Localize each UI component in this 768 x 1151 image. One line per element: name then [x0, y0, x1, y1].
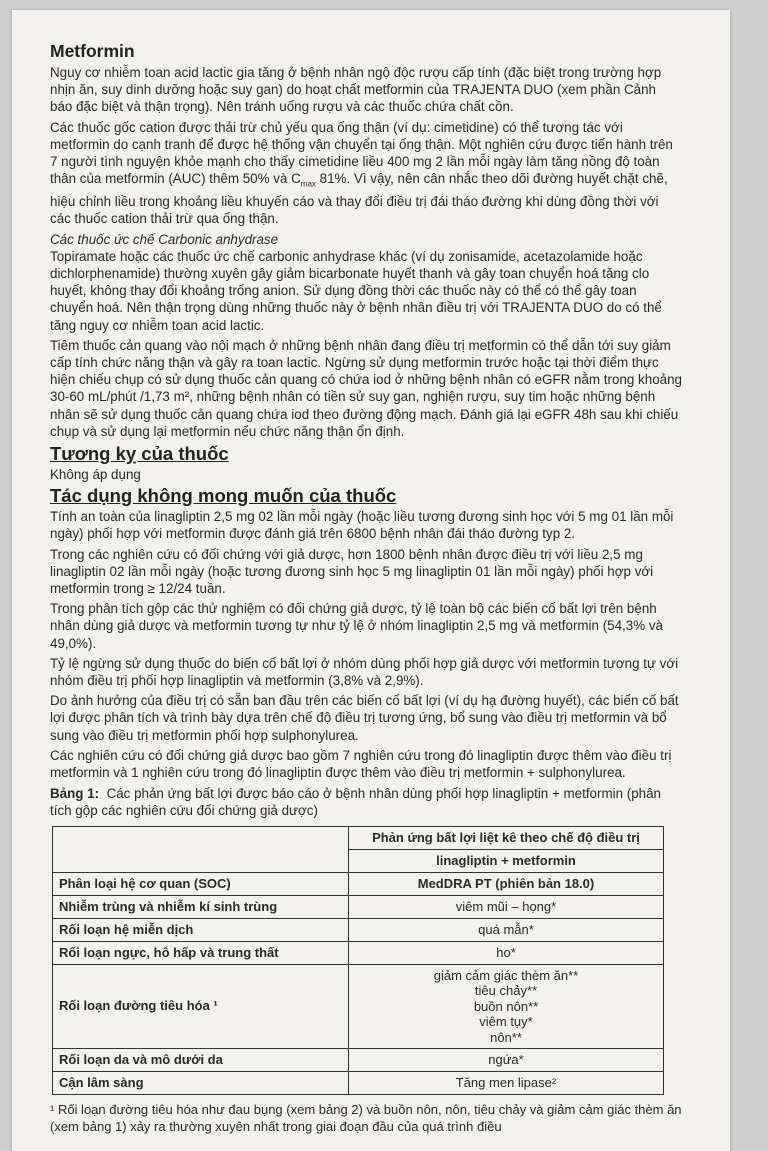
table-header-row	[53, 826, 664, 849]
document-content	[50, 40, 682, 1138]
table-caption	[50, 785, 682, 819]
section-title-incompatibility: Tương kỵ của thuốc	[50, 442, 229, 464]
table-soc: Rối loạn da và mô dưới da	[53, 1049, 349, 1072]
table-row	[53, 918, 664, 941]
table-row	[53, 895, 664, 918]
table-soc: Nhiễm trùng và nhiễm kí sinh trùng	[53, 895, 349, 918]
table-term: nôn**	[490, 1029, 522, 1045]
table-soc: Rối loạn ngực, hô hấp và trung thất	[53, 941, 349, 964]
paragraph-text: 81%. Vì vậy, nên cân nhắc theo dõi đường huyết chặt chẽ, hiệu chỉnh liều trong khoảng liều khuyến cáo và thay đổi điều trị đái tháo đường khi dùng đồng thời với các thuốc cation thải trừ qua ống thận.	[50, 171, 668, 227]
table-header-regimen: linagliptin + metformin	[349, 849, 664, 872]
table-soc: Cận lâm sàng	[53, 1072, 349, 1095]
table-term: viêm mũi – họng*	[349, 895, 664, 918]
table-row	[53, 872, 664, 895]
table-soc: Rối loạn đường tiêu hóa ¹	[53, 964, 349, 1049]
document-page	[12, 10, 730, 1151]
table-term: quá mẫn*	[349, 918, 664, 941]
subheading-carbonic: Các thuốc ức chế Carbonic anhydrase	[50, 231, 279, 247]
table-header-top: Phản ứng bất lợi liệt kê theo chế độ điều trị	[349, 826, 664, 849]
adverse-reactions-table	[52, 826, 664, 1096]
paragraph: Tỷ lệ ngừng sử dụng thuốc do biến cố bất lợi ở nhóm dùng phối hợp giả dược với metformin tương tự với nhóm điều trị phối hợp linagliptin và metformin (3,8% và 2,9%).	[50, 655, 679, 688]
paragraph: Nguy cơ nhiễm toan acid lactic gia tăng ở bệnh nhân ngộ độc rượu cấp tính (đặc biệt trong trường hợp nhịn ăn, suy dinh dưỡng hoặc suy gan) do hoạt chất metformin của TRAJENTA DUO (xem phần Cảnh báo đặc biệt và thận trọng). Nên tránh uống rượu và các thuốc chứa chất cồn.	[50, 65, 662, 115]
paragraph: Do ảnh hưởng của điều trị có sẵn ban đầu trên các biến cố bất lợi (ví dụ hạ đường huyết), các biến cố bất lợi được phân tích và trình bày dựa trên chế độ điều trị tương ứng, bổ sung vào điều trị metformin và bổ sung vào điều trị metformin phối hợp sulphonylurea.	[50, 693, 679, 743]
table-term: ho*	[349, 941, 664, 964]
table-term: giảm cảm giác thèm ăn**	[433, 967, 579, 983]
table-caption-text: Các phản ứng bất lợi được báo cáo ở bệnh nhân dùng phối hợp linagliptin + metformin (phân tích gộp các nghiên cứu đối chứng giả dược)	[50, 786, 661, 819]
table-row	[53, 1072, 664, 1095]
paragraph: Không áp dụng	[50, 466, 141, 482]
table-row	[53, 1049, 664, 1072]
table-empty-cell	[53, 826, 349, 872]
table-caption-label: Bảng 1:	[50, 786, 100, 802]
table-row	[53, 941, 664, 964]
table-soc-label: Phân loại hệ cơ quan (SOC)	[53, 872, 349, 895]
table-row	[53, 964, 664, 1049]
table-term: tiêu chảy**	[474, 983, 538, 999]
table-meddra-label: MedDRA PT (phiên bản 18.0)	[349, 872, 664, 895]
table-term: ngứa*	[349, 1049, 664, 1072]
paragraph: Tính an toàn của linagliptin 2,5 mg 02 lần mỗi ngày (hoặc liều tương đương sinh học với 5 mg 01 lần mỗi ngày) phối hợp với metformin được đánh giá trên 6800 bệnh nhân đái tháo đường typ 2.	[50, 509, 674, 542]
paragraph: Các nghiên cứu có đối chứng giả dược bao gồm 7 nghiên cứu trong đó linagliptin được thêm vào điều trị metformin và 1 nghiên cứu trong đó linagliptin được thêm vào điều trị metformin + sulphonylurea.	[50, 747, 672, 780]
paragraph: Trong các nghiên cứu có đối chứng với giả dược, hơn 1800 bệnh nhân được điều trị với liều 2,5 mg linagliptin 02 lần mỗi ngày (hoặc tương đương sinh học 5 mg linagliptin 01 lần mỗi ngày) phối hợp với metformin trong ≥ 12/24 tuần.	[50, 546, 654, 596]
table-term-list	[349, 964, 664, 1049]
table-term: viêm tụy*	[479, 1014, 533, 1030]
footnote: ¹ Rối loạn đường tiêu hóa như đau bụng (xem bảng 2) và buồn nôn, nôn, tiêu chảy và giảm cảm giác thèm ăn (xem bảng 1) xảy ra thường xuyên nhất trong giai đoạn đầu của quá trình điều	[50, 1102, 682, 1135]
paragraph: Tiêm thuốc cản quang vào nội mạch ở những bệnh nhân đang điều trị metformin có thể dẫn tới suy giảm cấp tính chức năng thận và gây ra toan lactic. Ngừng sử dụng metformin trước hoặc tại thời điểm thực hiện chiếu chụp có sử dụng thuốc cản quang có chứa iod ở những bệnh nhân có eGFR nằm trong khoảng 30-60 mL/phút /1,73 m², những bệnh nhân có tiền sử suy gan, nghiện rượu, suy tim hoặc những bệnh nhân sẽ sử dụng thuốc cản quang chứa iod theo đường động mạch. Đánh giá lại eGFR 48h sau khi chiếu chụp và sử dụng lại metformin nếu chức năng thận ổn định.	[50, 337, 682, 439]
table-soc: Rối loạn hệ miễn dịch	[53, 918, 349, 941]
paragraph: Trong phân tích gộp các thử nghiệm có đối chứng giả dược, tỷ lệ toàn bộ các biến cố bất lợi trên bệnh nhân dùng giả dược và metformin tương tự như tỷ lệ ở nhóm linagliptin 2,5 mg và metformin (54,3% và 49,0%).	[50, 601, 663, 651]
paragraph-text: Các thuốc gốc cation được thải trừ chủ yếu qua ống thận (ví dụ: cimetidine) có thể tương tác với metformin do cạnh tranh để được hệ thống vận chuyển tại ống thận. Một nghiên cứu được tiến hành trên 7 người tình nguyện khỏe mạnh cho thấy cimetidine liều 400 mg 2 lần mỗi ngày làm tăng nồng độ toàn thân của metformin (AUC) thêm 50% và C	[50, 119, 673, 187]
section-title-metformin: Metformin	[50, 41, 135, 61]
table-term: Tăng men lipase²	[349, 1072, 664, 1095]
subscript: max	[300, 179, 316, 189]
section-title-adverse-effects: Tác dụng không mong muốn của thuốc	[50, 485, 397, 507]
paragraph	[50, 119, 682, 228]
table-term: buồn nôn**	[473, 998, 539, 1014]
paragraph: Topiramate hoặc các thuốc ức chế carbonic anhydrase khác (ví dụ zonisamide, acetazolamide hoặc dichlorphenamide) thường xuyên gây giảm bicarbonate huyết thanh và gây toan chuyển hoá tăng clo huyết, không thay đổi khoảng trống anion. Sử dụng đồng thời các thuốc này có thể có thể gây toan chuyển hoá. Nên thận trọng dùng những thuốc này ở bệnh nhân điều trị với TRAJENTA DUO do có thể tăng nguy cơ nhiễm toan acid lactic.	[50, 248, 662, 333]
